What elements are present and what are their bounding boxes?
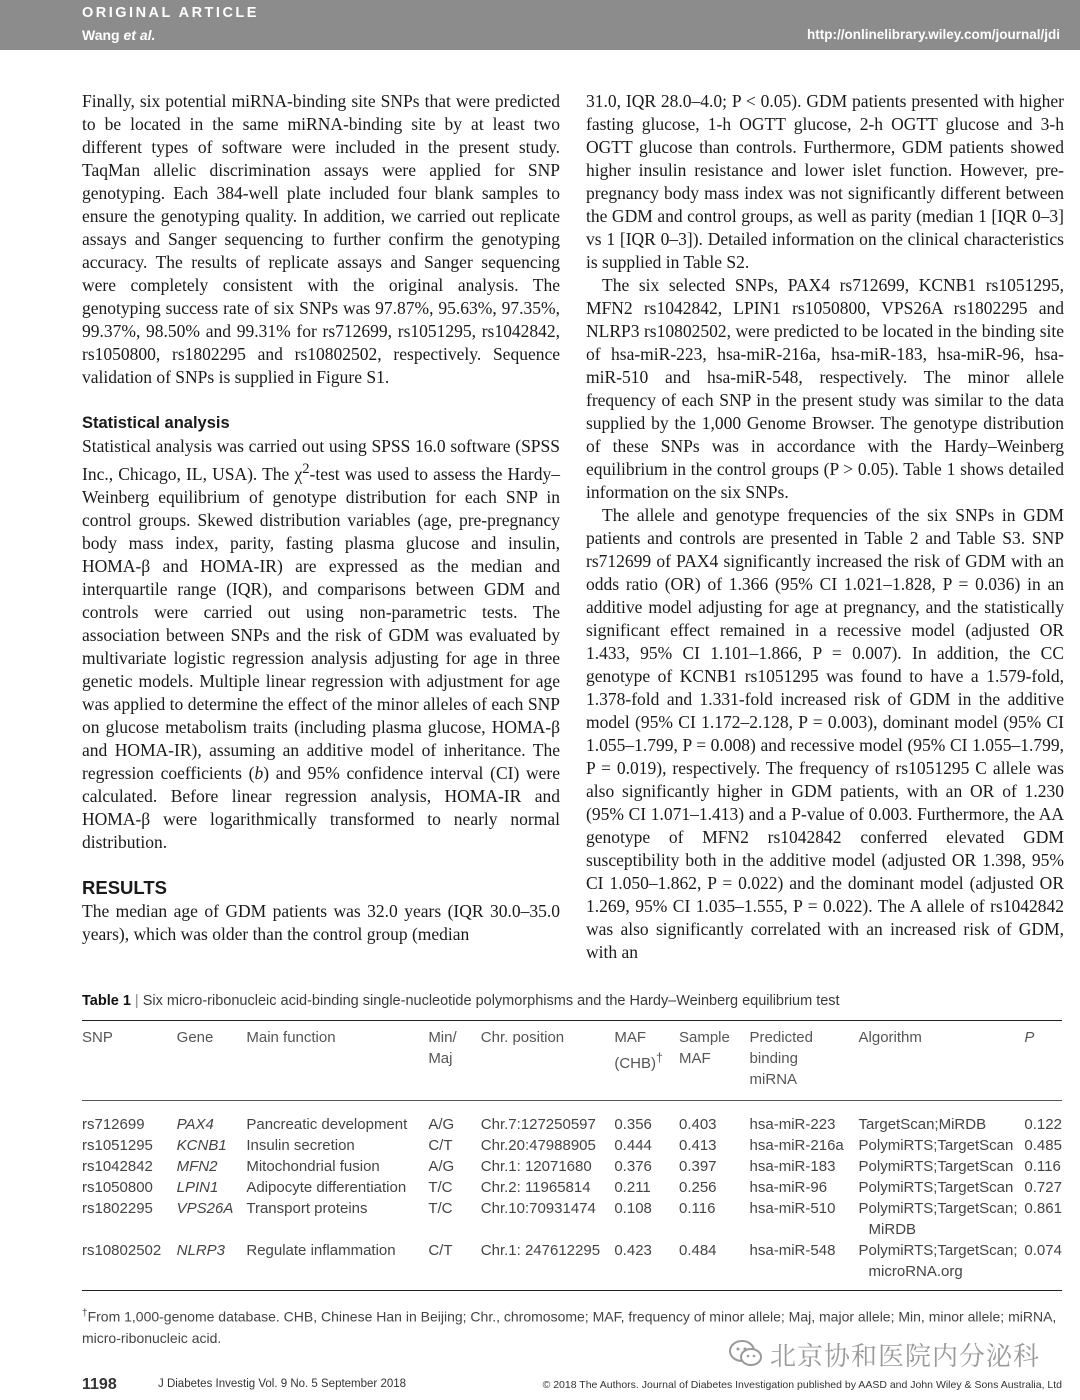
stat-text-a: Statistical analysis was carried out using SPSS 16.0 software (SPSS Inc., Chicago, IL, USA). The χ: [82, 436, 560, 484]
maf-dagger: †: [656, 1051, 663, 1065]
table-row: [82, 1135, 1062, 1156]
results-heading: RESULTS: [82, 876, 167, 898]
cell-chr: Chr.20:47988905: [480, 1137, 596, 1154]
cell-p: 0.074: [1024, 1240, 1062, 1291]
cell-snp: rs1051295: [82, 1137, 153, 1154]
cell-algorithm: [859, 1240, 1025, 1291]
cell-algorithm: PolymiRTS;TargetScan: [858, 1158, 1014, 1175]
cell-chr: Chr.1: 247612295: [481, 1240, 615, 1291]
cell-snp: rs1042842: [82, 1158, 153, 1175]
table-row: [82, 1177, 1062, 1198]
col-header-sample-maf: [679, 1021, 750, 1101]
cell-mirna: hsa-miR-216a: [749, 1137, 844, 1154]
cell-sample-maf: 0.403: [679, 1101, 750, 1136]
mirna-line2: binding: [749, 1050, 798, 1067]
wechat-watermark: [728, 1336, 1040, 1376]
cell-algorithm: TargetScan;MiRDB: [859, 1101, 1025, 1136]
cell-mirna: hsa-miR-223: [750, 1101, 859, 1136]
right-column: [586, 90, 1064, 964]
algorithm-line1: PolymiRTS;TargetScan;: [858, 1242, 1018, 1259]
statistical-analysis-heading: Statistical analysis: [82, 414, 230, 432]
chi-square-superscript: 2: [302, 461, 310, 477]
cell-function: Regulate inflammation: [246, 1240, 428, 1291]
methods-genotyping-paragraph: Finally, six potential miRNA-binding site SNPs that were predicted to be located in the same miRNA-binding site by at least two different types of software were included in the present study. TaqMan allelic discrimination assays were applied for SNP genotyping. Each 384-well plate included four blank samples to ensure the genotyping quality. In addition, we carried out replicate assays and Sanger sequencing to further confirm the genotyping accuracy. The results of replicate assays and Sanger sequencing were completely consistent with the original analysis. The genotyping success rate of six SNPs was 97.87%, 95.63%, 97.35%, 99.37%, 98.50% and 99.31% for rs712699, rs1051295, rs1042842, rs1050800, rs1802295 and rs10802502, respectively. Sequence validation of SNPs is supplied in Figure S1.: [82, 91, 560, 387]
table-header-row: [82, 1021, 1062, 1101]
cell-chr: Chr.1: 12071680: [480, 1158, 592, 1175]
authors-name: Wang: [82, 27, 124, 43]
smaf-line2: MAF: [678, 1050, 711, 1067]
cell-p: 0.861: [1024, 1200, 1062, 1217]
journal-url-link[interactable]: http://onlinelibrary.wiley.com/journal/jdi: [806, 27, 1060, 42]
results-snps-paragraph: The six selected SNPs, PAX4 rs712699, KCNB1 rs1051295, MFN2 rs1042842, LPIN1 rs1050800, VPS26A rs1802295 and NLRP3 rs10802502, were predicted to be located in the binding site of hsa-miR-223, hsa-miR-216a, hsa-miR-183, hsa-miR-96, hsa-miR-510 and hsa-miR-548, respectively. The minor allele frequency of each SNP in the present study was similar to the data supplied by the 1,000 Genome Browser. The genotype distribution of these SNPs was in accordance with the Hardy–Weinberg equilibrium in the control groups (P > 0.05). Table 1 shows detailed information on the six SNPs.: [586, 275, 1064, 502]
cell-gene: KCNB1: [176, 1137, 227, 1154]
cell-mirna: hsa-miR-183: [749, 1158, 836, 1175]
cell-algorithm: [859, 1198, 1025, 1240]
caption-separator: |: [130, 993, 143, 1009]
snp-table: [82, 1020, 1062, 1291]
col-header-minmaj: [428, 1021, 480, 1101]
footnote-dagger: †: [82, 1308, 88, 1319]
cell-gene: NLRP3: [177, 1240, 247, 1291]
stat-text-b: -test was used to assess the Hardy–Weinberg equilibrium of genotype distribution for each SNP in control groups. Skewed distribution variables (age, pre-pregnancy body mass index, parity, fasting plasma glucose and insulin, HOMA-β and HOMA-IR) are expressed as the median and interquartile range (IQR), and comparisons between GDM and controls were carried out using non-parametric tests. The association between SNPs and the risk of GDM was evaluated by multivariate logistic regression analysis adjusting for age in three genetic models. Multiple linear regression with adjustment for age was applied to determine the effect of the minor alleles of each SNP on glucose metabolism traits (including plasma glucose, HOMA-β and HOMA-IR), assuming an additive model of inheritance. The regression coefficients (: [82, 463, 560, 783]
cell-minmaj: C/T: [428, 1240, 480, 1291]
cell-mirna: hsa-miR-96: [749, 1179, 828, 1196]
table-row: [82, 1198, 1062, 1240]
cell-minmaj: A/G: [428, 1101, 480, 1136]
cell-p: 0.485: [1024, 1137, 1062, 1154]
copyright-notice: © 2018 The Authors. Journal of Diabetes Investigation published by AASD and John Wiley & Sons Australia, Ltd: [542, 1379, 1062, 1391]
cell-snp: rs10802502: [82, 1240, 177, 1291]
cell-minmaj: T/C: [428, 1179, 453, 1196]
wechat-icon: [728, 1339, 764, 1376]
cell-algorithm: PolymiRTS;TargetScan: [858, 1179, 1014, 1196]
table-caption: [82, 990, 1062, 1012]
cell-chr: Chr.7:127250597: [481, 1101, 615, 1136]
col-header-algorithm: Algorithm: [858, 1029, 922, 1046]
cell-maf: 0.356: [614, 1101, 679, 1136]
results-first-paragraph: The median age of GDM patients was 32.0 years (IQR 30.0–35.0 years), which was older than the control group (median: [82, 900, 560, 944]
cell-p: 0.122: [1024, 1101, 1062, 1136]
cell-sample-maf: 0.116: [678, 1200, 716, 1217]
cell-function: Adipocyte differentiation: [246, 1179, 407, 1196]
maf-line2: (CHB): [614, 1055, 657, 1072]
caption-text: Six micro-ribonucleic acid-binding single-nucleotide polymorphisms and the Hardy–Weinberg equilibrium test: [142, 993, 840, 1009]
col-header-function: Main function: [246, 1029, 336, 1046]
table-row: [82, 1240, 1062, 1291]
stat-text-b-italic: b: [254, 762, 264, 783]
minmaj-line2: Maj: [428, 1050, 453, 1067]
cell-gene: PAX4: [177, 1101, 247, 1136]
cell-snp: rs712699: [82, 1101, 177, 1136]
journal-citation: J Diabetes Investig Vol. 9 No. 5 September 2018: [158, 1378, 407, 1390]
running-header: [0, 0, 1080, 50]
smaf-line1: Sample: [678, 1029, 730, 1046]
cell-maf: 0.376: [614, 1158, 652, 1175]
article-type-label: ORIGINAL ARTICLE: [82, 5, 259, 21]
cell-snp: rs1802295: [82, 1200, 153, 1217]
col-header-mirna: [750, 1021, 859, 1101]
authors-etal: et al.: [123, 27, 156, 43]
cell-p: 0.116: [1024, 1158, 1061, 1175]
running-authors: [82, 27, 155, 43]
footnote-text: From 1,000-genome database. CHB, Chinese Han in Beijing; Chr., chromosome; MAF, frequency of minor allele; Maj, major allele; Min, minor allele; miRNA, micro-ribonucleic acid.: [82, 1308, 1057, 1346]
cell-maf: 0.211: [614, 1179, 651, 1196]
cell-sample-maf: 0.484: [679, 1240, 750, 1291]
cell-gene: MFN2: [176, 1158, 218, 1175]
page-footer: [82, 1376, 1062, 1396]
algorithm-line1: PolymiRTS;TargetScan;: [858, 1200, 1018, 1217]
cell-sample-maf: 0.413: [678, 1137, 717, 1154]
cell-gene: VPS26A: [176, 1200, 234, 1217]
col-header-maf: [614, 1021, 679, 1101]
cell-p: 0.727: [1024, 1179, 1062, 1196]
cell-function: Pancreatic development: [246, 1101, 428, 1136]
cell-minmaj: T/C: [428, 1200, 453, 1217]
cell-sample-maf: 0.256: [678, 1179, 717, 1196]
col-header-chr: Chr. position: [480, 1029, 565, 1046]
results-clinical-paragraph: 31.0, IQR 28.0–4.0; P < 0.05). GDM patients presented with higher fasting glucose, 1-h OGTT glucose, 2-h OGTT glucose and 3-h OGTT glucose than controls. Furthermore, GDM patients showed higher insulin resistance and lower islet function. However, pre-pregnancy body mass index was not significantly different between the GDM and control groups, as well as parity (median 1 [IQR 0–3] vs 1 [IQR 0–3]). Detailed information on the clinical characteristics is supplied in Table S2.: [586, 91, 1064, 272]
cell-minmaj: A/G: [428, 1158, 455, 1175]
cell-function: Mitochondrial fusion: [246, 1158, 380, 1175]
col-header-snp: SNP: [82, 1029, 113, 1046]
cell-maf: 0.108: [614, 1200, 652, 1217]
cell-maf: 0.423: [614, 1240, 679, 1291]
cell-mirna: hsa-miR-548: [750, 1240, 859, 1291]
algorithm-line2: MiRDB: [868, 1221, 917, 1238]
cell-algorithm: PolymiRTS;TargetScan: [858, 1137, 1014, 1154]
cell-function: Insulin secretion: [246, 1137, 355, 1154]
page-number: 1198: [82, 1376, 117, 1393]
cell-maf: 0.444: [614, 1137, 652, 1154]
col-header-gene: Gene: [176, 1029, 214, 1046]
results-association-paragraph: The allele and genotype frequencies of the six SNPs in GDM patients and controls are presented in Table 2 and Table S3. SNP rs712699 of PAX4 significantly increased the risk of GDM with an odds ratio (OR) of 1.366 (95% CI 1.021–1.828, P = 0.036) in an additive model adjusting for age at pregnancy, and the statistically significant effect remained in a recessive model (adjusted OR 1.433, 95% CI 1.101–1.866, P = 0.007). In addition, the CC genotype of KCNB1 rs1051295 was found to have a 1.579-fold, 1.378-fold and 1.331-fold increased risk of GDM in the additive model (95% CI 1.172–2.128, P = 0.003), dominant model (95% CI 1.055–1.799, P = 0.008) and recessive model (95% CI 1.055–1.799, P = 0.019), respectively. The frequency of rs1051295 C allele was also significantly higher in GDM patients, with an OR of 1.230 (95% CI 1.071–1.413) and a P-value of 0.003. Furthermore, the AA genotype of MFN2 rs1042842 conferred elevated GDM susceptibility both in the additive model (adjusted OR 1.398, 95% CI 1.050–1.862, P = 0.022) and the dominant model (adjusted OR 1.269, 95% CI 1.035–1.555, P = 0.022). The A allele of rs1042842 was also significantly correlated with an increased risk of GDM, with an: [586, 505, 1064, 962]
table-label: Table 1: [82, 993, 131, 1009]
table-1: [82, 990, 1062, 1349]
table-row: [82, 1101, 1062, 1136]
cell-sample-maf: 0.397: [678, 1158, 717, 1175]
cell-function: Transport proteins: [246, 1200, 368, 1217]
minmaj-line1: Min/: [428, 1029, 457, 1046]
cell-chr: Chr.10:70931474: [480, 1200, 596, 1217]
cell-minmaj: C/T: [428, 1137, 453, 1154]
cell-snp: rs1050800: [82, 1179, 153, 1196]
cell-mirna: hsa-miR-510: [749, 1200, 836, 1217]
statistical-analysis-paragraph: [82, 435, 560, 854]
left-column: [82, 90, 560, 946]
mirna-line3: miRNA: [749, 1071, 798, 1088]
cell-chr: Chr.2: 11965814: [480, 1179, 591, 1196]
cell-gene: LPIN1: [176, 1179, 219, 1196]
col-header-p: P: [1024, 1029, 1035, 1046]
maf-line1: MAF: [614, 1029, 647, 1046]
stat-text-c: ) and 95% confidence interval (CI) were calculated. Before linear regression analysis, HOMA-IR and HOMA-β were logarithmically transformed to nearly normal distribution.: [82, 762, 560, 852]
mirna-line1: Predicted: [749, 1029, 813, 1046]
watermark-text: 北京协和医院内分泌科: [770, 1342, 1041, 1372]
algorithm-line2: microRNA.org: [868, 1263, 963, 1280]
table-row: [82, 1156, 1062, 1177]
